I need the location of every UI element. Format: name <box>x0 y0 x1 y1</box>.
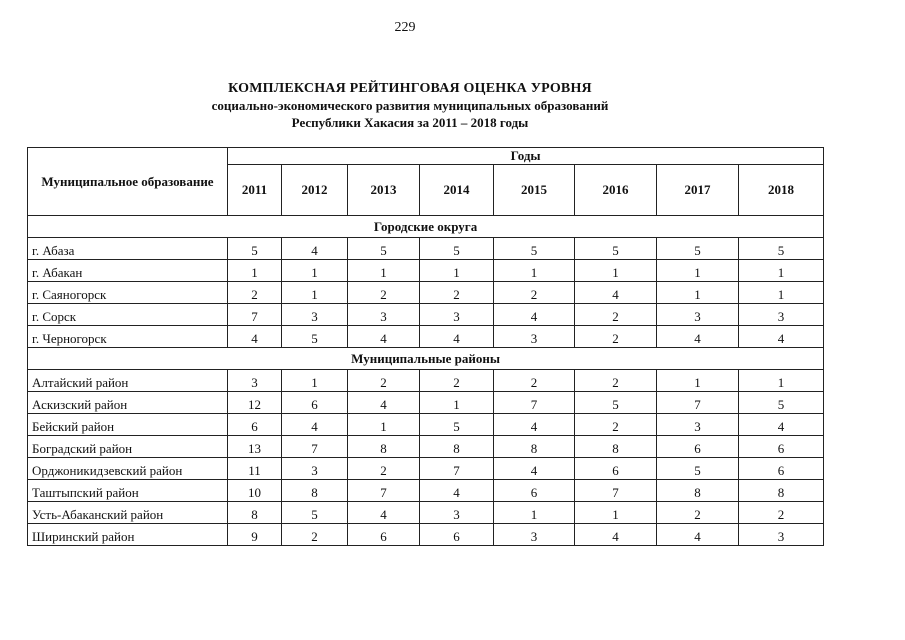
rank-cell: 4 <box>420 480 494 502</box>
municipality-name: г. Сорск <box>28 304 228 326</box>
municipality-name: Бейский район <box>28 414 228 436</box>
rank-cell: 1 <box>575 502 657 524</box>
rank-cell: 12 <box>228 392 282 414</box>
rank-cell: 6 <box>575 458 657 480</box>
rank-cell: 11 <box>228 458 282 480</box>
rank-cell: 3 <box>494 326 575 348</box>
rank-cell: 5 <box>657 458 739 480</box>
rank-cell: 1 <box>420 392 494 414</box>
section-header-row <box>28 348 824 370</box>
year-header: 2016 <box>575 165 657 216</box>
rank-cell: 5 <box>494 238 575 260</box>
rank-cell: 2 <box>420 282 494 304</box>
year-header: 2013 <box>348 165 420 216</box>
rank-cell: 4 <box>494 304 575 326</box>
rank-cell: 4 <box>657 524 739 546</box>
rank-cell: 5 <box>739 392 824 414</box>
rank-cell: 3 <box>420 304 494 326</box>
section-title: Муниципальные районы <box>28 348 824 370</box>
municipality-name: Таштыпский район <box>28 480 228 502</box>
title-line-1: КОМПЛЕКСНАЯ РЕЙТИНГОВАЯ ОЦЕНКА УРОВНЯ <box>228 81 592 96</box>
rank-cell: 4 <box>348 326 420 348</box>
rank-cell: 5 <box>739 238 824 260</box>
rank-cell: 6 <box>739 436 824 458</box>
rank-cell: 8 <box>494 436 575 458</box>
page-number: 229 <box>394 20 416 35</box>
rank-cell: 1 <box>282 370 348 392</box>
rank-cell: 10 <box>228 480 282 502</box>
title-line-3: Республики Хакасия за 2011 – 2018 годы <box>291 115 529 130</box>
rank-cell: 1 <box>348 414 420 436</box>
rank-cell: 8 <box>348 436 420 458</box>
rank-cell: 6 <box>420 524 494 546</box>
rank-cell: 4 <box>420 326 494 348</box>
rank-cell: 4 <box>739 414 824 436</box>
rank-cell: 6 <box>228 414 282 436</box>
year-header: 2018 <box>739 165 824 216</box>
rank-cell: 8 <box>575 436 657 458</box>
year-header: 2014 <box>420 165 494 216</box>
rank-cell: 2 <box>575 370 657 392</box>
section-header-row <box>28 216 824 238</box>
rank-cell: 1 <box>420 260 494 282</box>
table-row <box>28 502 824 524</box>
rank-cell: 8 <box>282 480 348 502</box>
rank-cell: 2 <box>575 304 657 326</box>
municipality-name: Орджоникидзевский район <box>28 458 228 480</box>
rank-cell: 3 <box>657 304 739 326</box>
rank-cell: 2 <box>575 326 657 348</box>
rank-cell: 2 <box>420 370 494 392</box>
municipality-name: г. Абаза <box>28 238 228 260</box>
rank-cell: 1 <box>494 260 575 282</box>
section-title: Городские округа <box>28 216 824 238</box>
rank-cell: 5 <box>575 238 657 260</box>
title-line-2: социально-экономического развития муниципальных образований <box>211 98 609 113</box>
rank-cell: 3 <box>282 304 348 326</box>
rank-cell: 2 <box>282 524 348 546</box>
rank-cell: 5 <box>420 414 494 436</box>
rank-cell: 1 <box>228 260 282 282</box>
municipality-name: Усть-Абаканский район <box>28 502 228 524</box>
rank-cell: 8 <box>739 480 824 502</box>
rank-cell: 2 <box>348 282 420 304</box>
rank-cell: 5 <box>282 326 348 348</box>
table-body <box>28 216 824 546</box>
year-header: 2015 <box>494 165 575 216</box>
rank-cell: 7 <box>494 392 575 414</box>
rank-cell: 4 <box>494 414 575 436</box>
table-row <box>28 282 824 304</box>
rank-cell: 1 <box>739 282 824 304</box>
rank-cell: 2 <box>575 414 657 436</box>
rank-cell: 4 <box>228 326 282 348</box>
year-header: 2017 <box>657 165 739 216</box>
municipality-name: Аскизский район <box>28 392 228 414</box>
rank-cell: 2 <box>348 370 420 392</box>
rank-cell: 9 <box>228 524 282 546</box>
rank-cell: 4 <box>282 414 348 436</box>
table-header <box>28 148 824 216</box>
rank-cell: 3 <box>739 524 824 546</box>
rank-cell: 7 <box>348 480 420 502</box>
rank-cell: 3 <box>282 458 348 480</box>
rank-cell: 5 <box>282 502 348 524</box>
rank-cell: 7 <box>575 480 657 502</box>
rank-cell: 6 <box>348 524 420 546</box>
rank-cell: 2 <box>348 458 420 480</box>
rank-cell: 5 <box>420 238 494 260</box>
rank-cell: 2 <box>494 282 575 304</box>
municipality-name: г. Черногорск <box>28 326 228 348</box>
rank-cell: 4 <box>348 392 420 414</box>
rank-cell: 2 <box>739 502 824 524</box>
table-row <box>28 260 824 282</box>
table-row <box>28 370 824 392</box>
rank-cell: 6 <box>494 480 575 502</box>
municipality-name: Алтайский район <box>28 370 228 392</box>
rank-cell: 8 <box>228 502 282 524</box>
table-row <box>28 524 824 546</box>
municipality-name: г. Саяногорск <box>28 282 228 304</box>
municipality-name: г. Абакан <box>28 260 228 282</box>
ratings-table <box>27 147 824 546</box>
table-row <box>28 392 824 414</box>
rank-cell: 4 <box>575 282 657 304</box>
rank-cell: 1 <box>739 370 824 392</box>
rank-cell: 1 <box>657 282 739 304</box>
document-title <box>0 80 820 131</box>
rank-cell: 3 <box>420 502 494 524</box>
rank-cell: 1 <box>575 260 657 282</box>
year-header: 2011 <box>228 165 282 216</box>
rank-cell: 8 <box>657 480 739 502</box>
table-row <box>28 304 824 326</box>
rank-cell: 5 <box>575 392 657 414</box>
rank-cell: 4 <box>575 524 657 546</box>
rank-cell: 4 <box>657 326 739 348</box>
rank-cell: 6 <box>657 436 739 458</box>
rank-cell: 5 <box>657 238 739 260</box>
rank-cell: 5 <box>348 238 420 260</box>
rank-cell: 13 <box>228 436 282 458</box>
rank-cell: 1 <box>657 260 739 282</box>
table-row <box>28 414 824 436</box>
table-row <box>28 480 824 502</box>
rank-cell: 4 <box>494 458 575 480</box>
rank-cell: 4 <box>282 238 348 260</box>
rank-cell: 3 <box>494 524 575 546</box>
table-row <box>28 436 824 458</box>
rank-cell: 2 <box>228 282 282 304</box>
rank-cell: 3 <box>228 370 282 392</box>
rank-cell: 7 <box>228 304 282 326</box>
municipality-name: Ширинский район <box>28 524 228 546</box>
years-column-header: Годы <box>228 148 824 165</box>
rank-cell: 2 <box>494 370 575 392</box>
rank-cell: 1 <box>282 260 348 282</box>
table-row <box>28 458 824 480</box>
rank-cell: 3 <box>739 304 824 326</box>
rank-cell: 3 <box>348 304 420 326</box>
rank-cell: 5 <box>228 238 282 260</box>
rank-cell: 3 <box>657 414 739 436</box>
rank-cell: 4 <box>348 502 420 524</box>
rank-cell: 1 <box>657 370 739 392</box>
municipality-name: Боградский район <box>28 436 228 458</box>
rank-cell: 6 <box>282 392 348 414</box>
rank-cell: 7 <box>282 436 348 458</box>
rank-cell: 7 <box>657 392 739 414</box>
table-row <box>28 238 824 260</box>
rank-cell: 4 <box>739 326 824 348</box>
rank-cell: 2 <box>657 502 739 524</box>
rank-cell: 1 <box>282 282 348 304</box>
rank-cell: 1 <box>739 260 824 282</box>
rank-cell: 8 <box>420 436 494 458</box>
rank-cell: 6 <box>739 458 824 480</box>
year-header: 2012 <box>282 165 348 216</box>
rank-cell: 7 <box>420 458 494 480</box>
rank-cell: 1 <box>348 260 420 282</box>
municipality-column-header: Муниципальное образование <box>28 148 228 216</box>
table-row <box>28 326 824 348</box>
rank-cell: 1 <box>494 502 575 524</box>
